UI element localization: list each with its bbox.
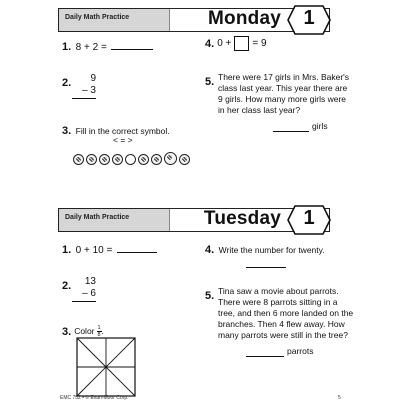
dime-coin-icon bbox=[86, 154, 97, 165]
quarter-coin-icon bbox=[164, 152, 177, 165]
tuesday-q1-number: 1. bbox=[62, 244, 72, 256]
monday-q4-right: = 9 bbox=[252, 38, 267, 49]
monday-q5-line: There were 17 girls in Mrs. Baker's bbox=[218, 72, 350, 82]
tuesday-q5-line: branches. Then 4 flew away. How bbox=[218, 319, 345, 329]
dime-coin-icon bbox=[151, 154, 162, 165]
tuesday-q5-number: 5. bbox=[205, 290, 215, 302]
monday-q5-line: in her class last year? bbox=[218, 105, 301, 115]
tuesday-q1-expression: 0 + 10 = bbox=[75, 245, 113, 256]
monday-day-title: Monday bbox=[208, 8, 281, 29]
monday-q5-unit: girls bbox=[312, 121, 328, 131]
tuesday-q4-number: 4. bbox=[205, 244, 215, 256]
tuesday-q2-number: 2. bbox=[62, 280, 72, 292]
monday-q5-text bbox=[218, 72, 378, 116]
comparison-circle[interactable] bbox=[125, 154, 136, 165]
footer-copyright: EMC 752 • © Evan-Moor Corp. bbox=[60, 395, 129, 401]
monday-q2-bottom: – 3 bbox=[82, 85, 96, 96]
monday-q5-line: class last year. This year there are bbox=[218, 83, 348, 93]
dime-coin-icon bbox=[138, 154, 149, 165]
tuesday-day-title: Tuesday bbox=[203, 208, 281, 229]
tuesday-q4 bbox=[205, 240, 325, 258]
tuesday-q4-text: Write the number for twenty. bbox=[218, 245, 325, 255]
tuesday-q1 bbox=[62, 240, 157, 258]
monday-q1-answer-blank[interactable] bbox=[111, 41, 153, 50]
monday-q4-left: 0 + bbox=[217, 38, 232, 49]
monday-q4 bbox=[205, 36, 267, 51]
tuesday-q1-answer-blank[interactable] bbox=[117, 244, 157, 253]
monday-q1 bbox=[62, 37, 153, 55]
dime-coin-icon bbox=[112, 154, 123, 165]
tuesday-number: 1 bbox=[303, 207, 315, 229]
monday-q5-line: 9 girls. How many more girls were bbox=[218, 94, 347, 104]
tuesday-header-label: Daily Math Practice bbox=[65, 214, 130, 221]
dime-coin-icon bbox=[99, 154, 110, 165]
monday-number: 1 bbox=[303, 7, 315, 29]
tuesday-q5-unit: parrots bbox=[287, 346, 314, 356]
monday-q2-sum-line bbox=[72, 98, 96, 99]
monday-q4-answer-box[interactable] bbox=[234, 36, 249, 51]
monday-header bbox=[58, 8, 330, 32]
monday-q1-number: 1. bbox=[62, 41, 72, 53]
dime-coin-icon bbox=[73, 154, 84, 165]
monday-q1-expression: 8 + 2 = bbox=[75, 42, 107, 53]
tuesday-q2 bbox=[62, 276, 71, 294]
monday-q3-text: Fill in the correct symbol. bbox=[75, 126, 170, 136]
monday-q2-top: 9 bbox=[90, 73, 96, 84]
monday-q3-number: 3. bbox=[62, 125, 72, 137]
monday-q2 bbox=[62, 73, 71, 91]
monday-hexagon-badge bbox=[287, 5, 331, 35]
tuesday-q5-answer bbox=[246, 346, 313, 357]
tuesday-q2-bottom: – 6 bbox=[82, 288, 96, 299]
monday-q5 bbox=[205, 72, 214, 90]
tuesday-q4-answer-blank[interactable] bbox=[246, 259, 286, 268]
tuesday-q5 bbox=[205, 286, 214, 304]
tuesday-q3: 3. Color 1 8 . bbox=[62, 325, 104, 338]
tuesday-q5-text bbox=[218, 286, 383, 341]
tuesday-q5-line: many parrots were still in the tree? bbox=[218, 330, 348, 340]
monday-q5-answer bbox=[273, 121, 328, 132]
tuesday-q2-sum-line bbox=[72, 301, 96, 302]
tuesday-header bbox=[58, 208, 330, 232]
monday-header-label: Daily Math Practice bbox=[65, 14, 130, 21]
fraction-denominator: 8 bbox=[97, 332, 101, 338]
tuesday-q2-top: 13 bbox=[84, 276, 96, 287]
square-divided-eighths[interactable] bbox=[76, 337, 136, 397]
monday-q3-symbols: < = > bbox=[113, 135, 133, 145]
tuesday-hexagon-badge bbox=[287, 205, 331, 235]
dime-coin-icon bbox=[179, 154, 190, 165]
monday-q5-number: 5. bbox=[205, 76, 215, 88]
tuesday-q5-answer-blank[interactable] bbox=[246, 348, 284, 357]
tuesday-q5-line: There were 8 parrots sitting in a bbox=[218, 297, 338, 307]
tuesday-q3-number: 3. bbox=[62, 325, 72, 338]
monday-q4-number: 4. bbox=[205, 37, 215, 50]
tuesday-q5-line: tree, and then 6 more landed on the bbox=[218, 308, 354, 318]
monday-q2-number: 2. bbox=[62, 77, 72, 89]
tuesday-q3-text: Color bbox=[74, 326, 95, 336]
monday-q5-answer-blank[interactable] bbox=[273, 123, 309, 132]
fraction-numerator: 1 bbox=[97, 325, 101, 331]
page-number: 5 bbox=[338, 395, 341, 401]
tuesday-q5-line: Tina saw a movie about parrots. bbox=[218, 286, 339, 296]
